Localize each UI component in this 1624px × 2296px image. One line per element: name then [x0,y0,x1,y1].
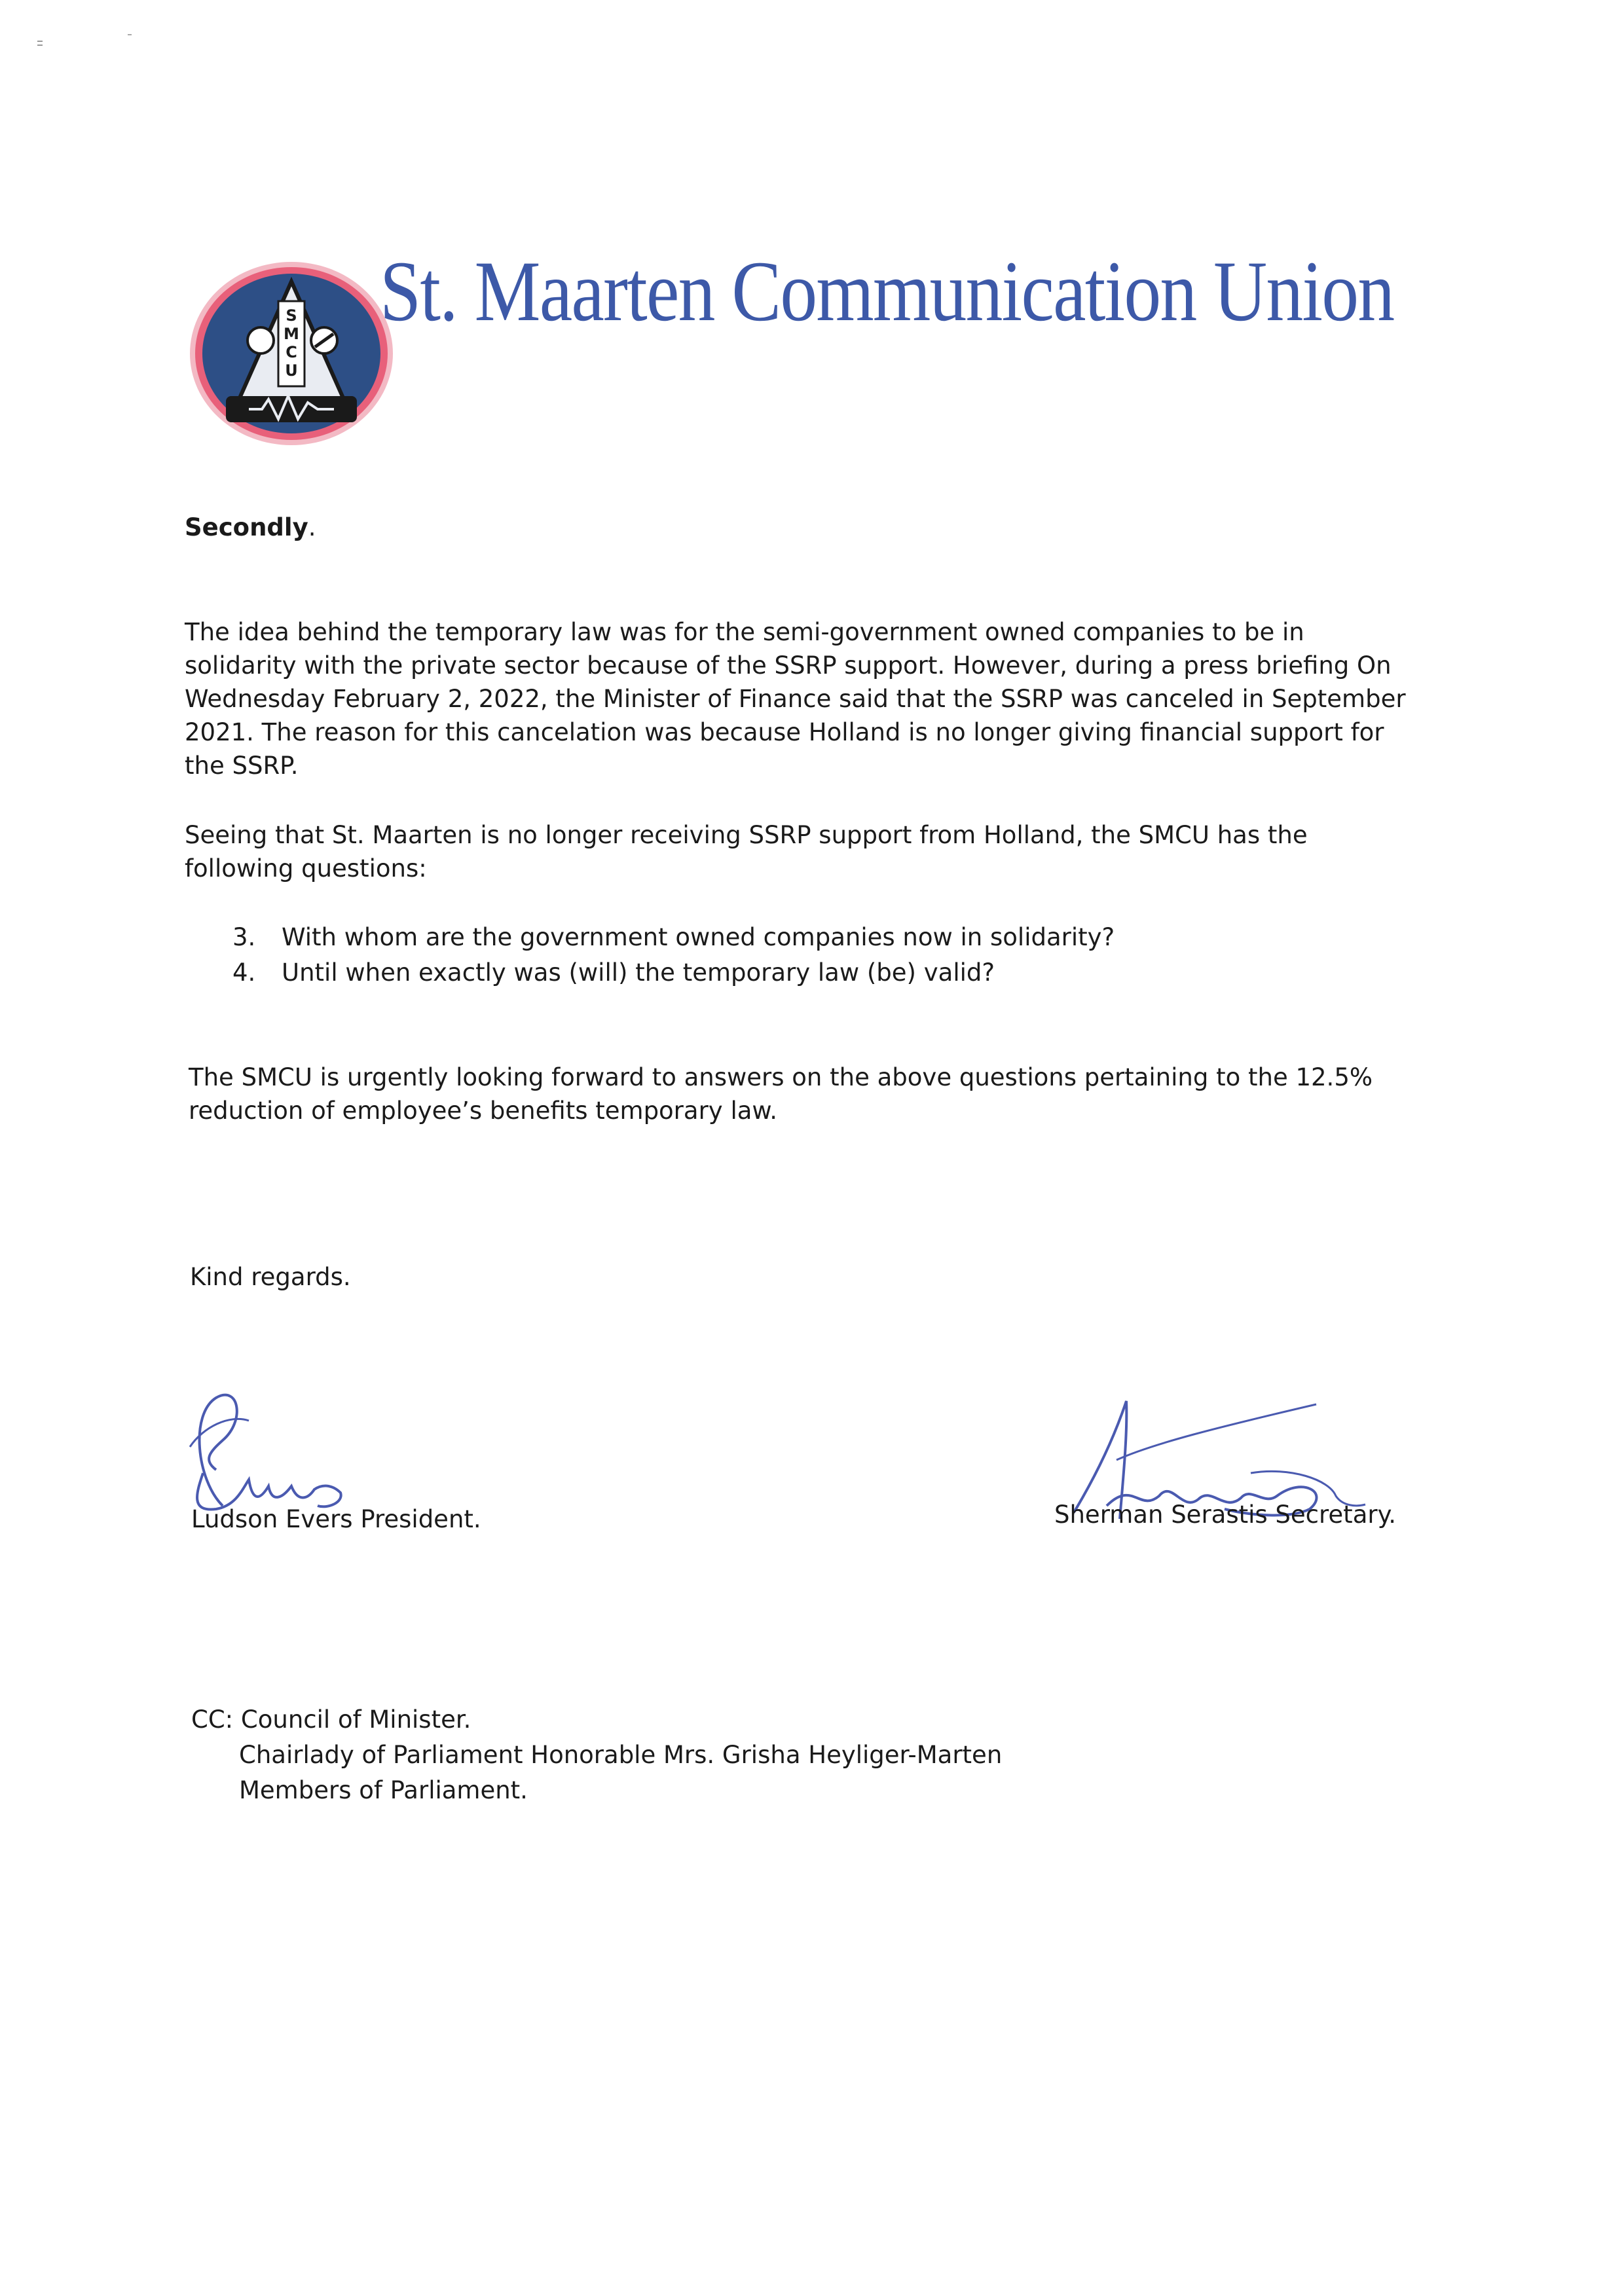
svg-text:U: U [285,361,298,380]
question-text: Until when exactly was (will) the temporary law (be) valid? [282,958,995,987]
paragraph-questions-intro: Seeing that St. Maarten is no longer receiving SSRP support from Holland, the SMCU has the following questions: [185,821,1308,883]
organization-name: St. Maarten Communication Union [380,243,1394,339]
section-heading [185,511,316,544]
question-item [232,920,1346,955]
questions-list [232,920,1346,991]
heading-text: Secondly [185,513,308,541]
cc-label: CC: [191,1705,234,1734]
president-name-title: Ludson Evers President. [191,1505,481,1533]
heading-period: . [308,513,316,541]
paragraph-ssrp-background: The idea behind the temporary law was for the semi-government owned companies to be in solidarity with the private sector because of the SSRP support. However, during a press briefing On Wednesday February 2, 2022, the Minister of Finance said that the SSRP was canceled in September 2021. The reason for this cancelation was because Holland is no longer giving financial support for the SSRP. [185,618,1406,780]
cc-recipient: Chairlady of Parliament Honorable Mrs. Grisha Heyliger-Marten [239,1741,1003,1769]
cc-recipient: Council of Minister. [240,1705,471,1734]
svg-text:M: M [284,325,299,343]
question-item [232,955,1346,991]
paragraph-urgent-request: The SMCU is urgently looking forward to answers on the above questions pertaining to the 12.5% reduction of employee’s benefits temporary law. [189,1063,1373,1125]
question-number: 4. [232,958,256,987]
cc-line [191,1702,1002,1738]
secretary-name-title: Sherman Serastis Secretary. [1054,1501,1396,1529]
union-logo [187,255,396,452]
svg-text:S: S [286,306,297,325]
scan-artifact-marks [36,29,141,56]
closing-salutation: Kind regards. [190,1263,351,1291]
cc-block [191,1702,1002,1808]
svg-text:C: C [286,343,297,361]
question-number: 3. [232,923,256,951]
question-text: With whom are the government owned companies now in solidarity? [282,923,1115,951]
cc-recipient: Members of Parliament. [239,1776,528,1804]
